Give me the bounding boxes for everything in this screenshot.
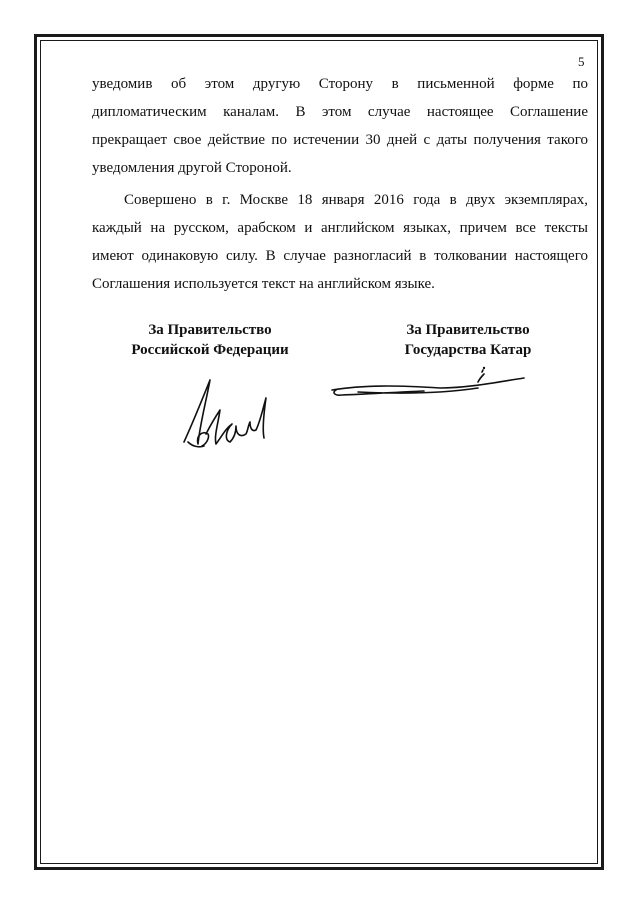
paragraph-done-at (92, 186, 588, 298)
paragraph-line: каждый на русском, арабском и английском языках, причем все тексты (92, 220, 588, 236)
paragraph-line: уведомления другой Стороной. (92, 160, 292, 176)
page-number: 5 (578, 54, 585, 69)
paragraph-line: уведомив об этом другую Сторону в письменной форме по (92, 76, 588, 92)
signatory-qatar (378, 320, 558, 360)
paragraph-line: прекращает свое действие по истечении 30 дней с даты получения такого (92, 132, 588, 148)
paragraph-line: имеют одинаковую силу. В случае разногласий в толковании настоящего (92, 248, 588, 264)
paragraph-line: Совершено в г. Москве 18 января 2016 года в двух экземплярах, (124, 192, 588, 208)
paragraph-line: Соглашения используется текст на английском языке. (92, 276, 435, 292)
signatory-label: За Правительство (406, 322, 530, 338)
signatory-country: Российской Федерации (131, 342, 289, 358)
signature-russia (176, 372, 276, 464)
paragraph-termination (92, 70, 588, 182)
signatory-label: За Правительство (148, 322, 272, 338)
signatory-country: Государства Катар (404, 342, 532, 358)
paragraph-line: дипломатическим каналам. В этом случае настоящее Соглашение (92, 104, 588, 120)
signatory-russia (125, 320, 295, 360)
signature-qatar (328, 364, 528, 404)
